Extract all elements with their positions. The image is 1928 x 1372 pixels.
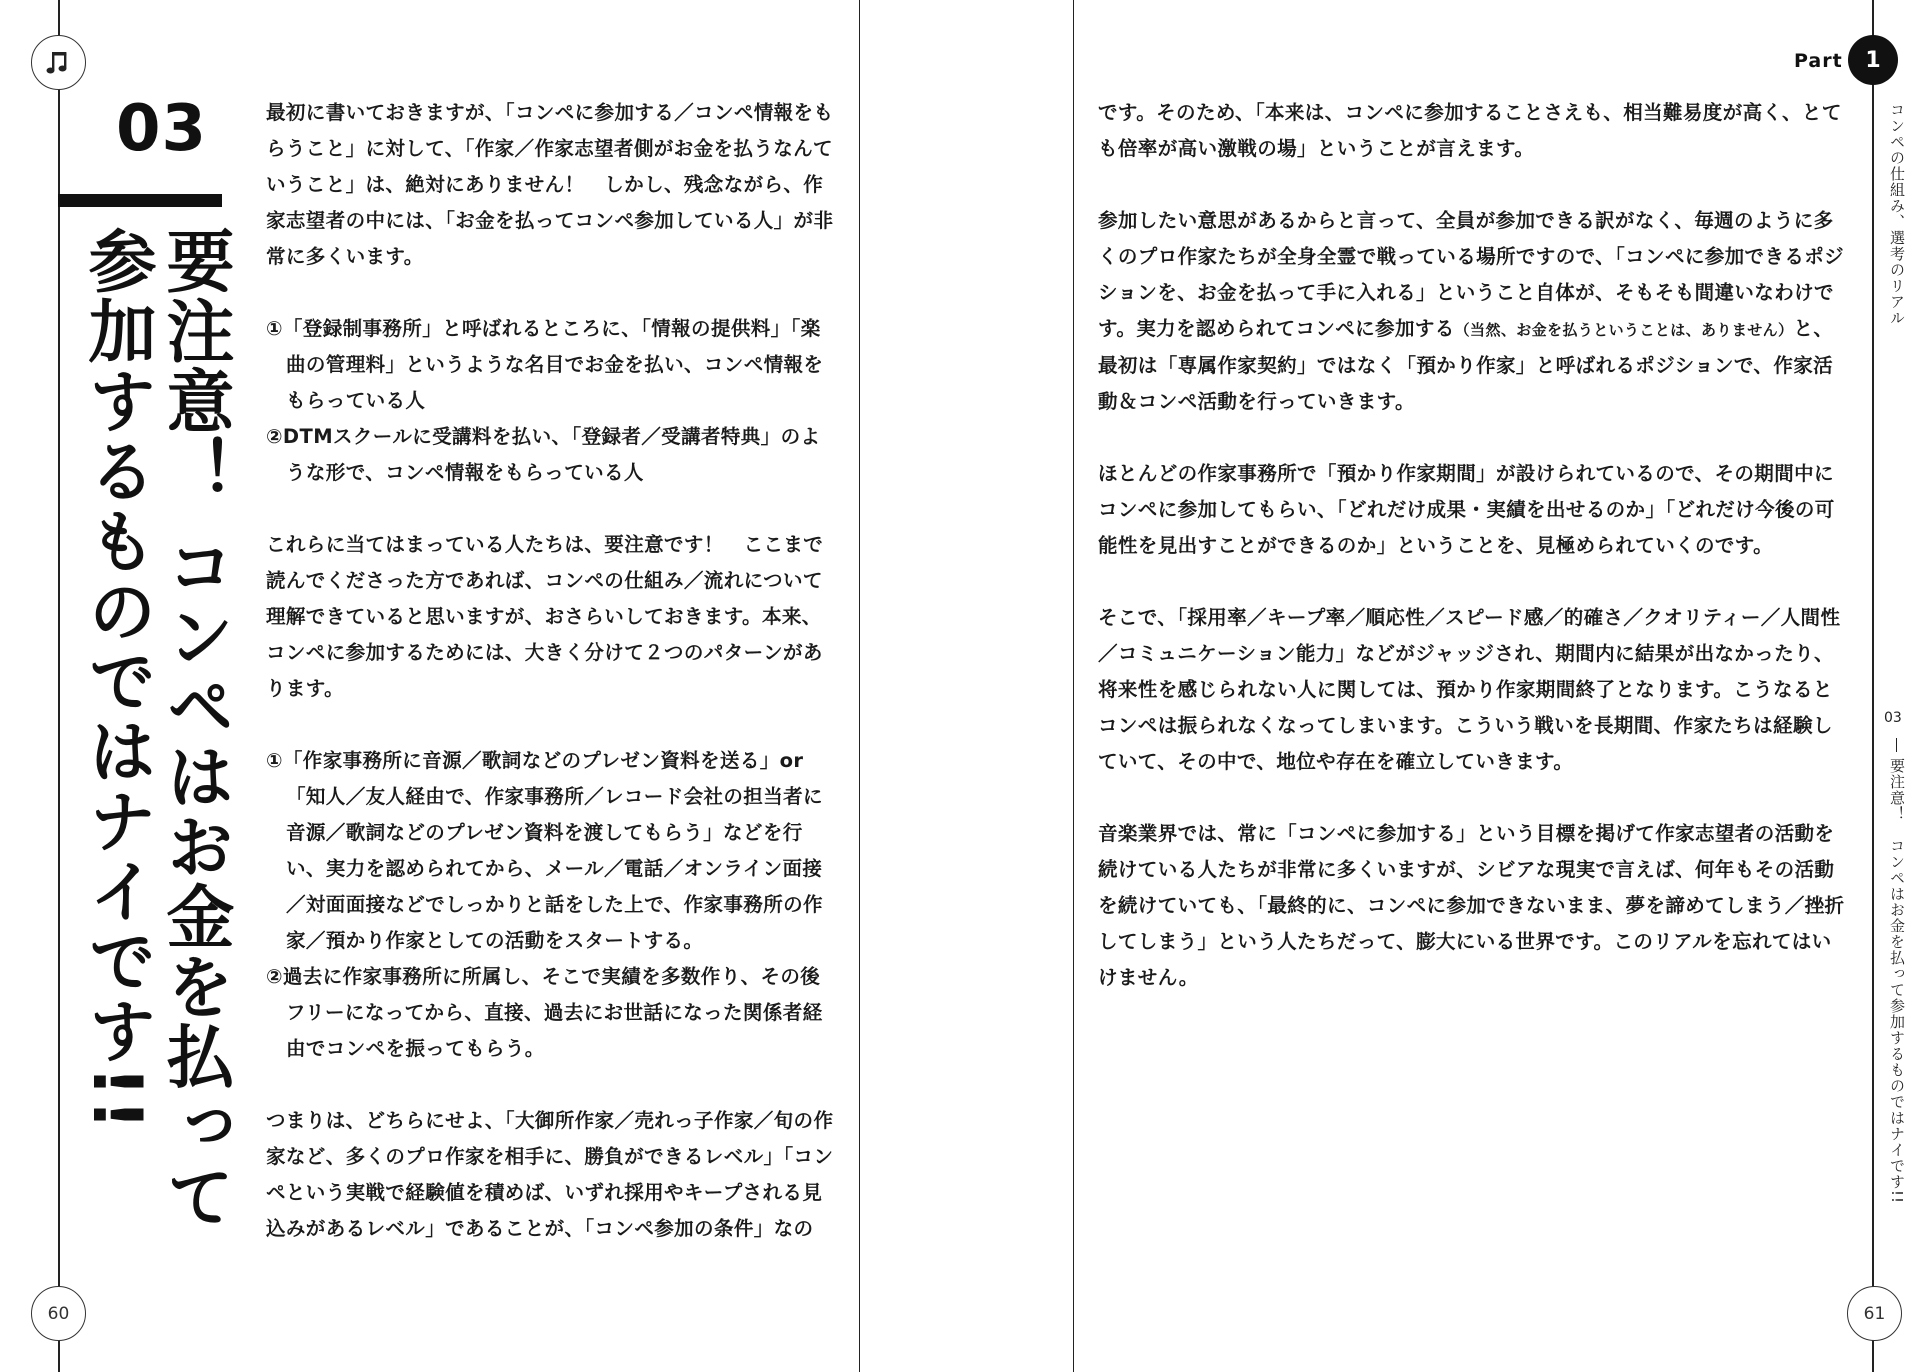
- right-paragraph-3: ほとんどの作家事務所で「預かり作家期間」が設けられているので、その期間中にコンペに参加してもらい、「どれだけ成果・実績を出せるのか」「どれだけ今後の可能性を見出すことができるのか」ということを、見極められていくのです。: [1098, 462, 1835, 557]
- side-chapter-dash: [1896, 738, 1897, 752]
- chapter-rule: [58, 194, 222, 207]
- right-paragraph-2-note: （当然、お金を払うということは、ありません）: [1454, 321, 1794, 339]
- right-paragraph-2b: と、最初は「専属作家契約」ではなく「預かり作家」と呼ばれるポジションで、作家活動＆コンペ活動を行っていきます。: [1098, 317, 1834, 413]
- right-paragraph-2a: 参加したい意思があるからと言って、全員が参加できる訳がなく、毎週のように多くのプロ作家たちが全身全霊で戦っている場所ですので、「コンペに参加できるポジションを、お金を払って手に入れる」ということ自体が、そもそも間違いなわけです。実力を認められてコンペに参加する: [1098, 209, 1845, 340]
- side-chapter-title: 要注意！ コンペはお金を払って参加するものではナイです!!: [1888, 758, 1906, 1205]
- right-body: [1098, 95, 1850, 996]
- left-paragraph-3: つまりは、どちらにせよ、「大御所作家／売れっ子作家／旬の作家など、多くのプロ作家を相手に、勝負ができるレベル」「コンペという実戦で経験値を積めば、いずれ採用やキープされる見込みがあるレベル」であることが、「コンペ参加の条件」なの: [266, 1109, 834, 1240]
- left-list2-item-1: ①「作家事務所に音源／歌詞などのプレゼン資料を送る」or「知人／友人経由で、作家事務所／レコード会社の担当者に音源／歌詞などのプレゼン資料を渡してもらう」などを行い、実力を認められてから、メール／電話／オンライン面接／対面面接などでしっかりと話をした上で、作家事務所の作家／預かり作家としての活動をスタートする。: [266, 749, 823, 952]
- page-number-60: 60: [31, 1286, 86, 1341]
- right-paragraph-5: 音楽業界では、常に「コンペに参加する」という目標を掲げて作家志望者の活動を続けている人たちが非常に多くいますが、シビアな現実で言えば、何年もその活動を続けていても、「最終的に、コンペに参加できないまま、夢を諦めてしまう／挫折してしまう」という人たちだって、膨大にいる世界です。このリアルを忘れてはいけません。: [1098, 822, 1845, 989]
- right-gutter-line: [1073, 0, 1074, 1372]
- part-number: 1: [1865, 47, 1881, 73]
- left-paragraph-1: 最初に書いておきますが、「コンペに参加する／コンペ情報をもらうこと」に対して、「作家／作家志望者側がお金を払うなんていうこと」は、絶対にありません！ しかし、残念ながら、作家志望者の中には、「お金を払ってコンペ参加している人」が非常に多くいます。: [266, 101, 834, 268]
- side-chapter-number: 03: [1884, 710, 1902, 726]
- page-number-61: 61: [1847, 1286, 1902, 1341]
- right-margin-line: [1872, 0, 1874, 1372]
- left-list1-item-2: ②DTMスクールに受講料を払い、「登録者／受講者特典」のような形で、コンペ情報をもらっている人: [266, 425, 821, 484]
- left-body: [266, 95, 836, 1247]
- chapter-number: 03: [116, 92, 208, 166]
- left-list2-item-2: ②過去に作家事務所に所属し、そこで実績を多数作り、その後フリーになってから、直接、過去にお世話になった関係者経由でコンペを振ってもらう。: [266, 965, 823, 1060]
- part-label: Part: [1794, 50, 1843, 72]
- chapter-title: 要注意！ コンペはお金を払って参加するものではナイです!!: [77, 226, 234, 1232]
- left-list1-item-1: ①「登録制事務所」と呼ばれるところに、「情報の提供料」「楽曲の管理料」というような名目でお金を払い、コンペ情報をもらっている人: [266, 317, 824, 412]
- left-gutter-line: [859, 0, 860, 1372]
- left-paragraph-2: これらに当てはまっている人たちは、要注意です！ ここまで読んでくださった方であれば、コンペの仕組み／流れについて理解できていると思いますが、おさらいしておきます。本来、コンペに参加するためには、大きく分けて２つのパターンがあります。: [266, 533, 824, 700]
- music-note-icon: [31, 35, 86, 90]
- right-paragraph-1: です。そのため、「本来は、コンペに参加することさえも、相当難易度が高く、とても倍率が高い激戦の場」ということが言えます。: [1098, 101, 1842, 160]
- section-side-title: コンペの仕組み、選考のリアル: [1888, 102, 1906, 326]
- right-paragraph-4: そこで、「採用率／キープ率／順応性／スピード感／的確さ／クオリティー／人間性／コミュニケーション能力」などがジャッジされ、期間内に結果が出なかったり、将来性を感じられない人に関しては、預かり作家期間終了となります。こうなるとコンペは振られなくなってしまいます。こういう戦いを長期間、作家たちは経験していて、その中で、地位や存在を確立していきます。: [1098, 606, 1841, 773]
- right-paragraph-2: [1098, 203, 1850, 420]
- part-number-badge: [1848, 35, 1898, 85]
